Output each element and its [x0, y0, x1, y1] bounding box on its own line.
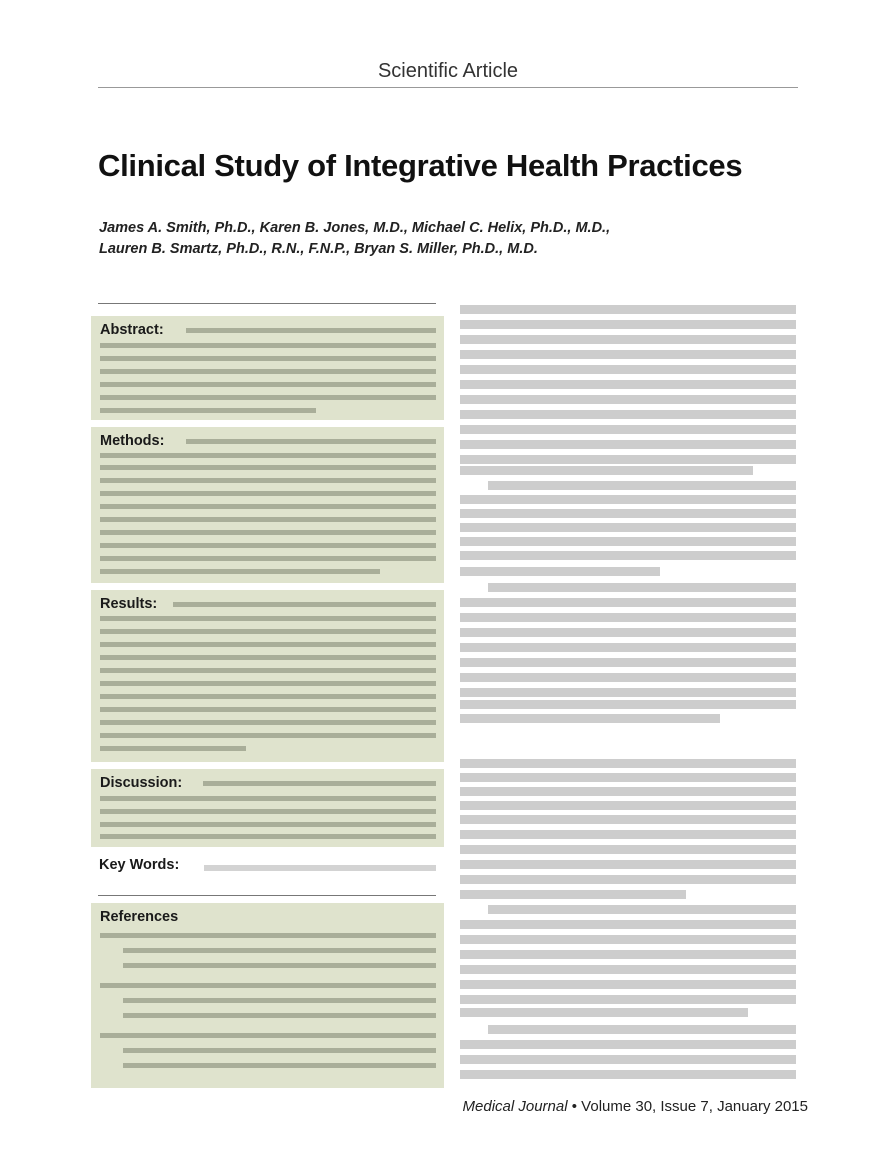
- placeholder-line: [173, 602, 436, 607]
- body-text-line: [460, 759, 796, 768]
- body-text-line: [488, 583, 796, 592]
- placeholder-line: [123, 963, 436, 968]
- methods-label: Methods:: [100, 433, 167, 449]
- results-label: Results:: [100, 596, 160, 612]
- key-words-placeholder: [204, 865, 436, 871]
- placeholder-line: [100, 629, 436, 634]
- placeholder-line: [186, 439, 436, 444]
- placeholder-line: [100, 453, 436, 458]
- article-title: Clinical Study of Integrative Health Practices: [98, 148, 743, 183]
- body-text-line: [460, 305, 796, 314]
- body-text-line: [488, 905, 796, 914]
- body-text-line: [460, 350, 796, 359]
- placeholder-line: [100, 408, 316, 413]
- placeholder-line: [186, 328, 436, 333]
- body-text-line: [460, 410, 796, 419]
- body-text-line: [460, 801, 796, 810]
- placeholder-line: [100, 395, 436, 400]
- references-label: References: [100, 909, 181, 925]
- placeholder-line: [100, 720, 436, 725]
- footer-separator: •: [567, 1098, 582, 1115]
- references-box: [91, 903, 444, 1088]
- body-text-line: [460, 598, 796, 607]
- body-text-line: [460, 628, 796, 637]
- left-column-top-rule: [98, 303, 436, 304]
- body-text-line: [460, 860, 796, 869]
- body-text-line: [460, 365, 796, 374]
- placeholder-line: [100, 478, 436, 483]
- placeholder-line: [123, 998, 436, 1003]
- body-text-line: [460, 700, 796, 709]
- section-label: Scientific Article: [377, 60, 519, 82]
- abstract-label: Abstract:: [100, 322, 167, 338]
- placeholder-line: [100, 746, 246, 751]
- body-text-line: [460, 830, 796, 839]
- body-text-line: [460, 980, 796, 989]
- body-text-line: [460, 425, 796, 434]
- placeholder-line: [100, 642, 436, 647]
- body-text-line: [460, 551, 796, 560]
- body-text-line: [460, 673, 796, 682]
- body-text-line: [488, 481, 796, 490]
- body-text-line: [460, 320, 796, 329]
- placeholder-line: [100, 343, 436, 348]
- journal-name: Medical Journal: [462, 1098, 568, 1115]
- placeholder-line: [100, 530, 436, 535]
- body-text-line: [460, 495, 796, 504]
- body-text-line: [460, 815, 796, 824]
- placeholder-line: [100, 369, 436, 374]
- body-text-line: [460, 845, 796, 854]
- body-text-line: [460, 995, 796, 1004]
- placeholder-line: [100, 556, 436, 561]
- authors-line-1: James A. Smith, Ph.D., Karen B. Jones, M.D., Michael C. Helix, Ph.D., M.D.,: [99, 220, 611, 236]
- body-text-line: [460, 335, 796, 344]
- placeholder-line: [123, 1013, 436, 1018]
- body-text-line: [460, 380, 796, 389]
- placeholder-line: [100, 694, 436, 699]
- placeholder-line: [123, 948, 436, 953]
- body-text-line: [460, 1040, 796, 1049]
- body-text-line: [460, 1070, 796, 1079]
- body-text-line: [460, 950, 796, 959]
- body-text-line: [488, 1025, 796, 1034]
- placeholder-line: [100, 655, 436, 660]
- body-text-line: [460, 440, 796, 449]
- placeholder-line: [100, 382, 436, 387]
- placeholder-line: [100, 356, 436, 361]
- body-text-line: [460, 643, 796, 652]
- placeholder-line: [203, 781, 436, 786]
- placeholder-line: [100, 796, 436, 801]
- body-text-line: [460, 567, 660, 576]
- placeholder-line: [100, 822, 436, 827]
- body-text-line: [460, 523, 796, 532]
- body-text-column: [460, 0, 796, 1174]
- placeholder-line: [100, 681, 436, 686]
- placeholder-line: [100, 834, 436, 839]
- authors-line-2: Lauren B. Smartz, Ph.D., R.N., F.N.P., Bryan S. Miller, Ph.D., M.D.: [99, 241, 538, 257]
- discussion-box: [91, 769, 444, 847]
- results-box: [91, 590, 444, 762]
- body-text-line: [460, 395, 796, 404]
- placeholder-line: [100, 983, 436, 988]
- body-text-line: [460, 773, 796, 782]
- footer-issue: Volume 30, Issue 7, January 2015: [581, 1098, 808, 1115]
- body-text-line: [460, 688, 796, 697]
- body-text-line: [460, 935, 796, 944]
- placeholder-line: [123, 1048, 436, 1053]
- body-text-line: [460, 787, 796, 796]
- placeholder-line: [100, 517, 436, 522]
- body-text-line: [460, 1055, 796, 1064]
- body-text-line: [460, 613, 796, 622]
- placeholder-line: [100, 543, 436, 548]
- body-text-line: [460, 537, 796, 546]
- placeholder-line: [100, 504, 436, 509]
- placeholder-line: [100, 933, 436, 938]
- body-text-line: [460, 890, 686, 899]
- abstract-box: [91, 316, 444, 420]
- key-words-label: Key Words:: [99, 857, 180, 873]
- footer-citation: [463, 1098, 808, 1115]
- placeholder-line: [100, 569, 380, 574]
- body-text-line: [460, 466, 753, 475]
- body-text-line: [460, 920, 796, 929]
- placeholder-line: [123, 1063, 436, 1068]
- placeholder-line: [100, 1033, 436, 1038]
- body-text-line: [460, 509, 796, 518]
- body-text-line: [460, 658, 796, 667]
- methods-box: [91, 427, 444, 583]
- key-words-rule: [98, 895, 436, 896]
- body-text-line: [460, 1008, 748, 1017]
- placeholder-line: [100, 707, 436, 712]
- placeholder-line: [100, 668, 436, 673]
- body-text-line: [460, 965, 796, 974]
- placeholder-line: [100, 491, 436, 496]
- placeholder-line: [100, 465, 436, 470]
- discussion-label: Discussion:: [100, 775, 185, 791]
- placeholder-line: [100, 809, 436, 814]
- body-text-line: [460, 455, 796, 464]
- body-text-line: [460, 714, 720, 723]
- body-text-line: [460, 875, 796, 884]
- placeholder-line: [100, 616, 436, 621]
- placeholder-line: [100, 733, 436, 738]
